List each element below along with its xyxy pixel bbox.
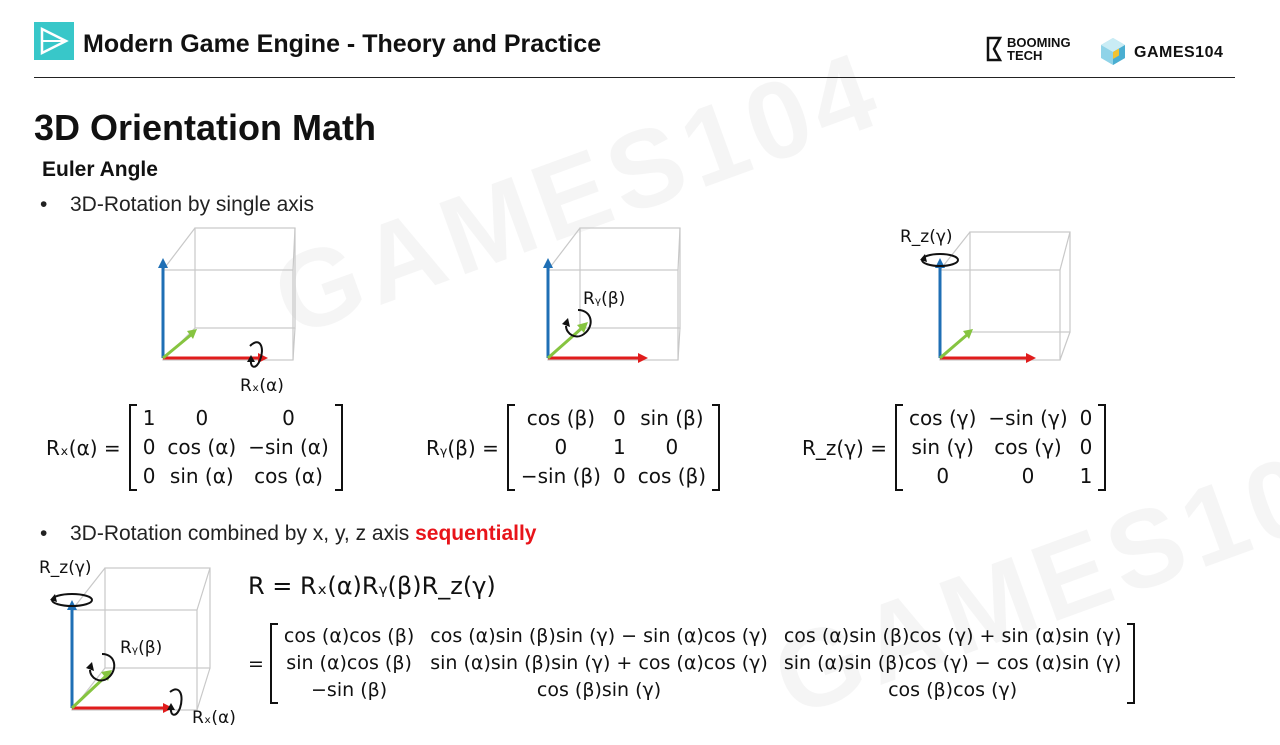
- matrix-rx: [129, 404, 343, 491]
- matrix-rx-lhs: Rₓ(α) =: [46, 435, 121, 460]
- combined-equation: R = Rₓ(α)Rᵧ(β)R_z(γ): [248, 572, 496, 600]
- slide-title: 3D Orientation Math: [34, 107, 377, 148]
- matrix-cell: 0: [612, 464, 626, 488]
- label-rx-combined: Rₓ(α): [192, 708, 236, 728]
- matrix-cell: cos (α)sin (β)cos (γ) + sin (α)sin (γ): [783, 625, 1122, 647]
- matrix-cell: −sin (β): [520, 464, 601, 488]
- matrix-rz: [895, 404, 1106, 491]
- brand-booming-line2: TECH: [1007, 48, 1043, 63]
- matrix-cell: −sin (α): [248, 435, 329, 459]
- bullet-text: 3D-Rotation by single axis: [70, 193, 314, 216]
- matrix-cell: 0: [1079, 435, 1093, 459]
- combined-equals: =: [248, 652, 264, 675]
- matrix-cell: sin (γ): [911, 435, 974, 459]
- matrix-cell: cos (β)sin (γ): [536, 679, 662, 701]
- matrix-cell: sin (α): [169, 464, 234, 488]
- matrix-cell: 1: [1079, 464, 1093, 488]
- bullet-symbol: •: [40, 193, 48, 216]
- bullet-symbol: •: [40, 522, 48, 545]
- bullet-combined: [40, 522, 536, 546]
- matrix-ry-equation: [426, 404, 720, 491]
- matrix-cell: 0: [282, 406, 295, 430]
- matrix-cell: 1: [142, 406, 156, 430]
- brand-games-text: GAMES104: [1134, 44, 1224, 61]
- bullet-highlight: sequentially: [415, 522, 537, 545]
- combined-matrix-equation: [248, 623, 1135, 704]
- matrix-ry-lhs: Rᵧ(β) =: [426, 435, 499, 460]
- slide-header: [0, 0, 1280, 80]
- matrix-cell: sin (β): [640, 406, 704, 430]
- matrix-cell: 0: [554, 435, 568, 459]
- matrix-cell: −sin (β): [311, 679, 388, 701]
- combined-matrix: [270, 623, 1136, 704]
- matrix-cell: −sin (γ): [988, 406, 1068, 430]
- matrix-cell: 0: [1021, 464, 1035, 488]
- matrix-cell: cos (β): [637, 464, 707, 488]
- matrix-cell: 0: [195, 406, 209, 430]
- section-subtitle: Euler Angle: [42, 158, 158, 181]
- label-rz: R_z(γ): [900, 227, 953, 247]
- matrix-rz-lhs: R_z(γ) =: [802, 435, 887, 460]
- matrix-cell: 0: [665, 435, 679, 459]
- cube-diagram-x-rotation: [120, 210, 340, 400]
- matrix-cell: sin (α)sin (β)sin (γ) + cos (α)cos (γ): [430, 652, 768, 674]
- matrix-cell: cos (α): [254, 464, 323, 488]
- label-rx: Rₓ(α): [240, 376, 284, 396]
- matrix-cell: cos (β): [526, 406, 596, 430]
- matrix-cell: cos (β)cos (γ): [888, 679, 1018, 701]
- matrix-cell: 0: [1079, 406, 1093, 430]
- matrix-cell: cos (α)cos (β): [283, 625, 415, 647]
- games-cube-icon: [1098, 36, 1128, 66]
- brand-booming-line1: BOOMING: [1007, 35, 1071, 50]
- label-ry: Rᵧ(β): [583, 289, 626, 309]
- matrix-ry: [507, 404, 720, 491]
- matrix-rx-equation: [46, 404, 343, 491]
- header-title: Modern Game Engine - Theory and Practice: [83, 30, 602, 58]
- header-divider: [34, 77, 1235, 78]
- matrix-cell: cos (α): [167, 435, 237, 459]
- matrix-cell: cos (γ): [994, 435, 1062, 459]
- matrix-cell: 0: [142, 464, 156, 488]
- matrix-cell: sin (α)sin (β)cos (γ) − cos (α)sin (γ): [783, 652, 1122, 674]
- matrix-cell: cos (γ): [908, 406, 977, 430]
- matrix-cell: cos (α)sin (β)sin (γ) − sin (α)cos (γ): [430, 625, 768, 647]
- matrix-cell: 0: [612, 406, 626, 430]
- matrix-cell: 0: [936, 464, 950, 488]
- matrix-cell: sin (α)cos (β): [286, 652, 412, 674]
- matrix-rz-equation: [802, 404, 1106, 491]
- matrix-cell: 1: [612, 435, 626, 459]
- play-logo-icon: [34, 22, 74, 60]
- matrix-cell: 0: [142, 435, 156, 459]
- label-rz-combined: R_z(γ): [39, 558, 92, 578]
- bullet-text: 3D-Rotation combined by x, y, z axis: [70, 522, 416, 545]
- label-ry-combined: Rᵧ(β): [120, 638, 163, 658]
